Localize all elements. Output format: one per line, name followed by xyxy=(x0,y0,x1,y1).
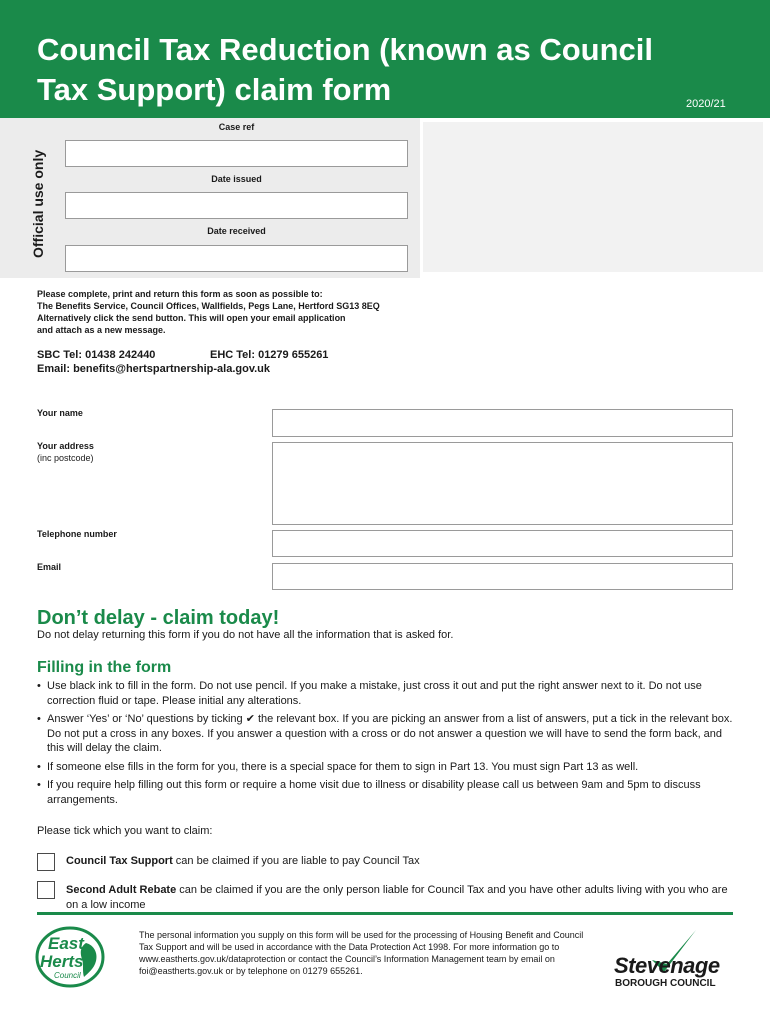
list-item: • Use black ink to fill in the form. Do not use pencil. If you make a mistake, just cross it out and put the right answer next to it. Do not use correction fluid or tape. Please initial any alterations. xyxy=(37,679,737,708)
address-sublabel: (inc postcode) xyxy=(37,453,94,463)
stevenage-logo-sub: BOROUGH COUNCIL xyxy=(615,978,716,989)
official-use-label: Official use only xyxy=(30,149,46,258)
address-input[interactable] xyxy=(272,442,733,525)
claim-prompt: Please tick which you want to claim: xyxy=(37,825,213,837)
case-ref-input[interactable] xyxy=(65,140,408,167)
council-tax-support-checkbox[interactable] xyxy=(37,853,55,871)
logo-text-herts: Herts xyxy=(40,952,84,971)
instructions-line-3: Alternatively click the send button. This will open your email application xyxy=(37,313,346,323)
case-ref-label: Case ref xyxy=(218,122,255,132)
east-herts-logo xyxy=(34,923,110,989)
option-description: can be claimed if you are liable to pay Council Tax xyxy=(172,855,420,867)
option-title: Council Tax Support xyxy=(66,855,173,867)
address-label: Your address xyxy=(37,441,94,451)
stevenage-logo-name: Stevenage xyxy=(614,953,720,978)
date-received-label: Date received xyxy=(207,226,266,236)
dont-delay-text: Do not delay returning this form if you do not have all the information that is asked for. xyxy=(37,629,454,641)
name-label: Your name xyxy=(37,408,83,418)
header-banner xyxy=(0,0,770,118)
privacy-notice: The personal information you supply on this form will be used for the processing of Housing Benefit and Council Tax Support and will be used in accordance with the Data Protection Act 1998. For more information go to www.eastherts.gov.uk/dataprotection or contact the Council’s Information Management team by email on foi@eastherts.gov.uk or by telephone on 01279 655261. xyxy=(139,930,584,976)
date-issued-input[interactable] xyxy=(65,192,408,219)
sbc-phone: SBC Tel: 01438 242440 xyxy=(37,349,156,361)
instructions-line-4: and attach as a new message. xyxy=(37,325,166,335)
logo-text-east: East xyxy=(48,934,84,953)
contact-email: Email: benefits@hertspartnership-ala.gov.uk xyxy=(37,363,271,375)
phone-label: Telephone number xyxy=(37,529,117,539)
list-item: • Answer ‘Yes’ or ‘No’ questions by ticking ✔ the relevant box. If you are picking an answer from a list of answers, put a tick in the relevant box. Do not put a cross in any boxes. If you answer a question with a cross or do not answer a question we will have to send the form back, and this will delay the claim. xyxy=(37,712,737,756)
contact-phones xyxy=(37,349,329,361)
instructions-line-1: Please complete, print and return this form as soon as possible to: xyxy=(37,289,323,299)
ehc-phone: EHC Tel: 01279 655261 xyxy=(210,349,329,361)
name-input[interactable] xyxy=(272,409,733,437)
phone-input[interactable] xyxy=(272,530,733,557)
form-title: Council Tax Reduction (known as Council Tax Support) claim form xyxy=(37,32,654,107)
email-input[interactable] xyxy=(272,563,733,590)
footer-divider xyxy=(37,912,733,915)
date-issued-label: Date issued xyxy=(211,174,262,184)
option-description: can be claimed if you are the only person liable for Council Tax and you have other adults living with you who are on a low income xyxy=(66,884,728,911)
dont-delay-heading: Don’t delay - claim today! xyxy=(37,607,280,629)
option-title: Second Adult Rebate xyxy=(66,884,177,896)
return-instructions xyxy=(37,288,597,336)
logo-text-council: Council xyxy=(54,971,81,980)
list-item: • If someone else fills in the form for you, there is a special space for them to sign in Part 13. You must sign Part 13 as well. xyxy=(37,760,737,775)
filling-instructions-list xyxy=(37,679,737,811)
office-stamp-area xyxy=(423,122,763,272)
second-adult-rebate-option xyxy=(66,883,741,913)
filling-heading: Filling in the form xyxy=(37,659,172,676)
instructions-line-2: The Benefits Service, Council Offices, Wallfields, Pegs Lane, Hertford SG13 8EQ xyxy=(37,301,380,311)
date-received-input[interactable] xyxy=(65,245,408,272)
council-tax-support-option xyxy=(66,854,741,869)
form-year: 2020/21 xyxy=(686,98,726,110)
email-label: Email xyxy=(37,562,62,572)
list-item: • If you require help filling out this form or require a home visit due to illness or disability please call us between 9am and 5pm to discuss arrangements. xyxy=(37,778,737,807)
second-adult-rebate-checkbox[interactable] xyxy=(37,881,55,899)
